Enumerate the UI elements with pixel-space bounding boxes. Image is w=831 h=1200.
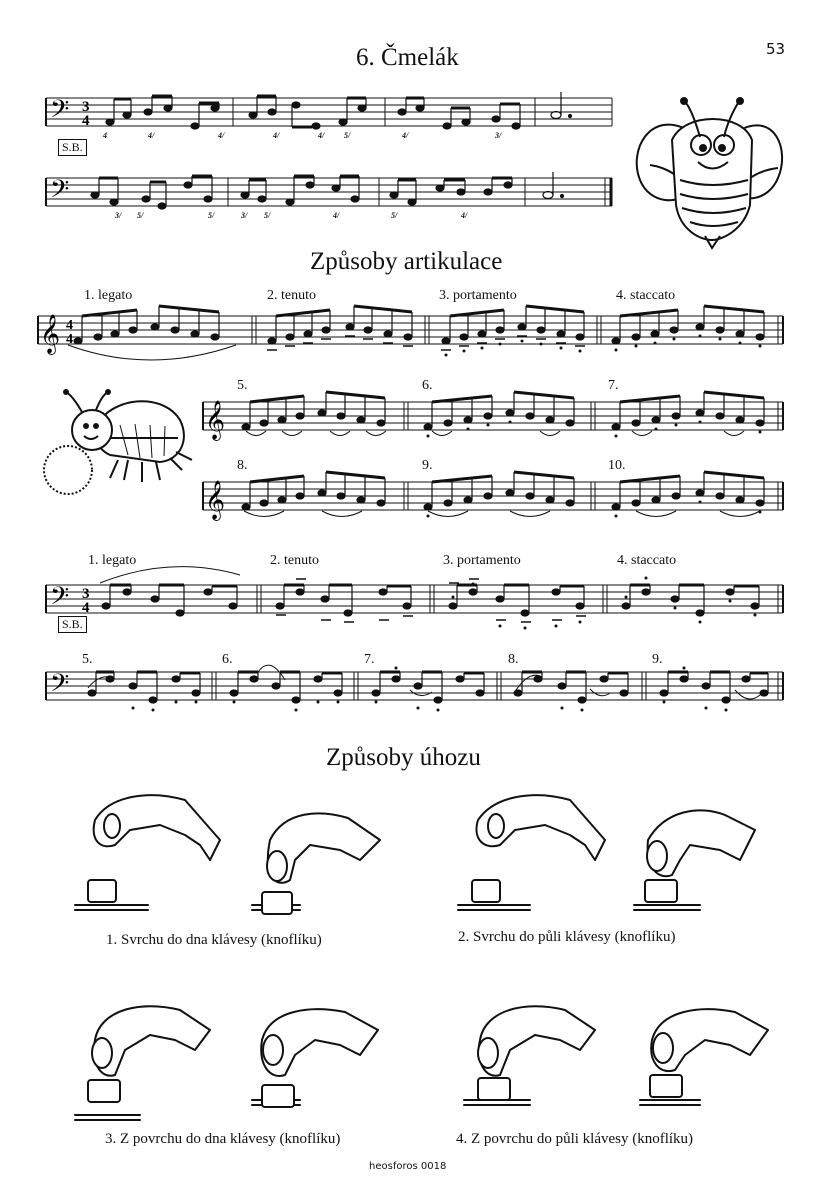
footer-code: heosforos 0018 <box>369 1161 447 1172</box>
svg-text:𝄞: 𝄞 <box>205 480 226 520</box>
svg-text:𝄢: 𝄢 <box>50 582 70 617</box>
fingering: 3/ <box>241 211 248 220</box>
fingering: 5/ <box>137 211 144 220</box>
touch-caption: 1. Svrchu do dna klávesy (knoflíku) <box>106 932 322 948</box>
section-heading-articulation: Způsoby artikulace <box>310 248 503 275</box>
variant-number: 7. <box>364 652 375 667</box>
fingering: 5/ <box>391 211 398 220</box>
variant-number: 9. <box>422 458 433 473</box>
articulation-label: 4. staccato <box>617 553 677 568</box>
fingering: 3/ <box>115 211 122 220</box>
sb-label: S.B. <box>58 139 87 156</box>
section-heading-touch: Způsoby úhozu <box>326 744 481 771</box>
page-number: 53 <box>766 40 786 58</box>
fingering: 4/ <box>402 131 409 140</box>
fingering: 5/ <box>264 211 271 220</box>
touch-caption: 4. Z povrchu do půli klávesy (knoflíku) <box>456 1131 694 1147</box>
svg-text:𝄢: 𝄢 <box>50 175 70 210</box>
fingering: 5/ <box>208 211 215 220</box>
fingering: 4 <box>103 131 107 140</box>
variant-number: 7. <box>608 378 619 393</box>
articulation-label: 2. tenuto <box>270 553 319 568</box>
touch-caption: 2. Svrchu do půli klávesy (knoflíku) <box>458 929 676 945</box>
svg-text:𝄞: 𝄞 <box>40 314 61 354</box>
variant-number: 6. <box>222 652 233 667</box>
fingering: 4/ <box>273 131 280 140</box>
articulation-label: 3. portamento <box>439 288 517 303</box>
svg-text:𝄢: 𝄢 <box>50 95 70 130</box>
svg-text:3: 3 <box>82 99 90 115</box>
svg-text:𝄢: 𝄢 <box>50 669 70 704</box>
fingering: 4/ <box>461 211 468 220</box>
fingering: 4/ <box>148 131 155 140</box>
svg-text:4: 4 <box>66 332 73 347</box>
svg-text:4: 4 <box>66 318 73 333</box>
svg-text:3: 3 <box>82 586 90 602</box>
fingering: 3/ <box>495 131 502 140</box>
svg-text:4: 4 <box>82 113 90 129</box>
articulation-label: 1. legato <box>84 288 133 303</box>
svg-text:𝄞: 𝄞 <box>205 400 226 440</box>
piece-title: 6. Čmelák <box>356 44 459 71</box>
fingering: 4/ <box>218 131 225 140</box>
touch-caption: 3. Z povrchu do dna klávesy (knoflíku) <box>105 1131 341 1147</box>
variant-number: 8. <box>508 652 519 667</box>
variant-number: 5. <box>237 378 248 393</box>
variant-number: 10. <box>608 458 626 473</box>
articulation-label: 4. staccato <box>616 288 676 303</box>
variant-number: 9. <box>652 652 663 667</box>
svg-text:4: 4 <box>82 600 90 616</box>
articulation-label: 3. portamento <box>443 553 521 568</box>
fingering: 4/ <box>333 211 340 220</box>
fingering: 4/ <box>318 131 325 140</box>
fingering: 5/ <box>344 131 351 140</box>
variant-number: 8. <box>237 458 248 473</box>
variant-number: 5. <box>82 652 93 667</box>
sb-label: S.B. <box>58 616 87 633</box>
variant-number: 6. <box>422 378 433 393</box>
articulation-label: 1. legato <box>88 553 137 568</box>
articulation-label: 2. tenuto <box>267 288 316 303</box>
